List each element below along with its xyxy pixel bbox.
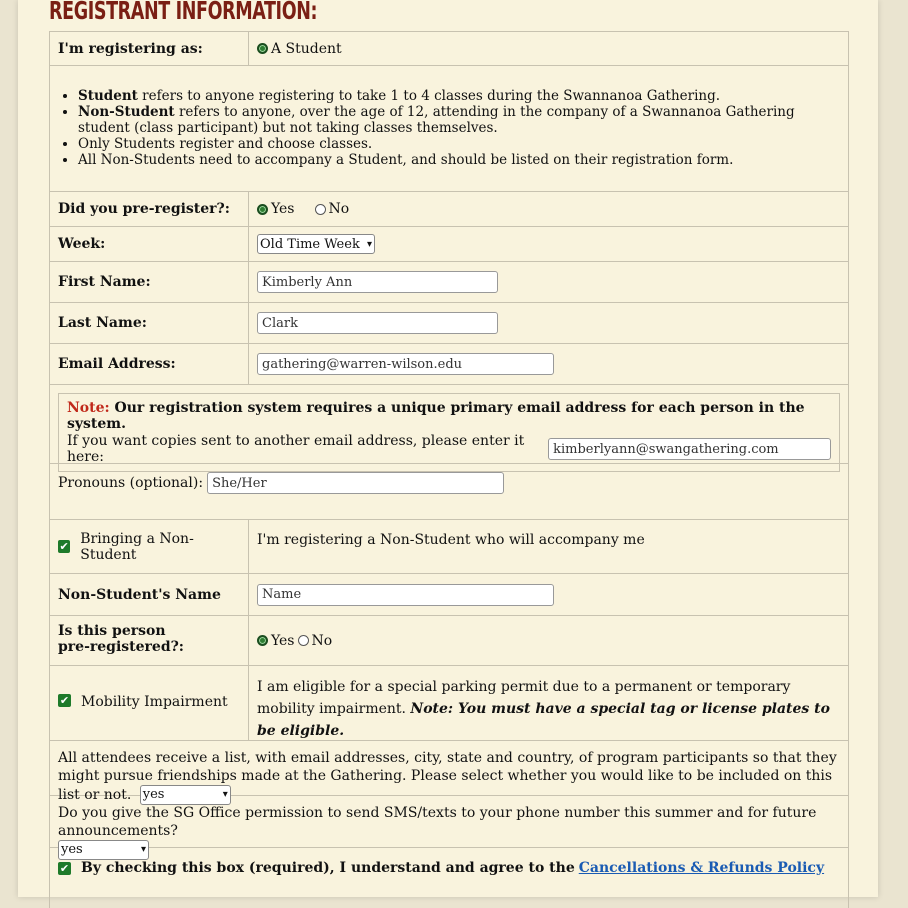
email-input[interactable] [257,353,554,375]
week-label: Week: [50,227,249,261]
copy-email-input[interactable] [548,438,831,460]
student-radio-label: A Student [271,40,342,57]
person-prereg-yes-label: Yes [271,632,295,649]
registrant-form [49,31,849,908]
agree-text: By checking this box (required), I understand and agree to the [81,860,575,876]
first-name-value [249,262,848,302]
note-container [50,385,848,463]
last-name-label: Last Name: [50,303,249,343]
mobility-desc: I am eligible for a special parking permit due to a permanent or temporary mobility impairment. [257,679,791,717]
registering-as-label: I'm registering as: [50,32,249,65]
preregister-yes-label: Yes [271,201,295,217]
non-student-name-value [249,574,848,615]
week-value [249,227,848,261]
attendee-list-text: All attendees receive a list, with email addresses, city, state and country, of program participants so that they might pursue friendships made at the Gathering. Please select whether you would like to be included on this list or not. [58,750,837,803]
mobility-desc-cell [249,666,848,740]
preregister-row [50,192,848,227]
email-row [50,344,848,385]
email-label: Email Address: [50,344,249,384]
week-selected-value: Old Time Week [260,236,360,252]
note-text: Our registration system requires a unique primary email address for each person in the system. [67,400,805,432]
mobility-row [50,666,848,741]
info-item: • Only Students register and choose classes. [78,136,840,152]
mobility-label-cell [50,666,249,740]
mobility-label: Mobility Impairment [81,694,228,710]
person-prereg-yes-radio[interactable] [257,635,268,646]
info-item: • All Non-Students need to accompany a Student, and should be listed on their registration form. [78,152,840,168]
page-container [18,0,878,897]
first-name-row [50,262,848,303]
non-student-name-input[interactable] [257,584,554,606]
non-student-row [50,520,848,574]
pronouns-input[interactable] [207,472,504,494]
info-row [50,66,848,192]
info-item: • Non-Student refers to anyone, over the age of 12, attending in the company of a Swannanoa Gathering student (class participant) but not taking classes themselves. [78,104,840,136]
mobility-note: Note: You must have a special tag or license plates to be eligible. [257,701,830,739]
info-item: • Student refers to anyone registering to take 1 to 4 classes during the Swannanoa Gathering. [78,88,840,104]
chevron-down-icon: ▾ [366,238,372,250]
preregister-no-label: No [328,201,350,217]
preregister-label: Did you pre-register?: [50,192,249,226]
week-row [50,227,848,262]
person-prereg-label [50,616,249,665]
note-box [58,393,840,472]
sms-container [50,796,848,857]
person-prereg-value [249,616,848,665]
person-prereg-no-label: No [311,632,333,649]
pronouns-row [50,464,848,520]
non-student-label: Bringing a Non-Student [80,530,194,563]
preregister-value [249,192,848,226]
non-student-name-label: Non-Student's Name [50,574,249,615]
info-list [58,88,840,168]
non-student-label-cell [50,520,249,573]
note-row [50,385,848,464]
preregister-yes-radio[interactable] [257,204,268,215]
pronouns-container [50,464,848,519]
person-prereg-no-radio[interactable] [298,635,309,646]
sms-text: Do you give the SG Office permission to send SMS/texts to your phone number this summer and for future announcements? [58,805,817,839]
week-select[interactable] [257,234,375,254]
first-name-label: First Name: [50,262,249,302]
attendee-list-row [50,741,848,803]
section-heading: REGISTRANT INFORMATION: [49,0,318,25]
agree-checkbox[interactable]: ✔ [59,862,70,875]
mobility-checkbox[interactable]: ✔ [59,694,70,707]
info-box [50,66,848,191]
non-student-desc: I'm registering a Non-Student who will accompany me [257,532,645,548]
chevron-down-icon: ▾ [140,844,146,855]
agree-container [50,848,848,908]
non-student-checkbox[interactable]: ✔ [59,540,69,553]
person-prereg-label-line1: Is this person [58,622,166,639]
agree-row [50,848,848,908]
copy-email-label: If you want copies sent to another email address, please enter it here: [67,433,525,465]
preregister-no-radio[interactable] [315,204,326,215]
attendee-list-container [50,741,848,803]
last-name-row [50,303,848,344]
chevron-down-icon: ▾ [222,789,228,800]
attendee-list-selected: yes [142,787,165,802]
person-prereg-row [50,616,848,666]
student-radio[interactable] [257,43,268,54]
refund-policy-link[interactable]: Cancellations & Refunds Policy [578,860,825,876]
first-name-input[interactable] [257,271,498,293]
copy-email-line [67,433,831,465]
sms-selected: yes [61,842,83,857]
sms-row [50,796,848,857]
last-name-value [249,303,848,343]
registering-as-row [50,32,848,66]
person-prereg-label-line2: pre-registered?: [58,638,184,655]
pronouns-label: Pronouns (optional): [58,475,204,491]
note-heading [67,400,831,432]
non-student-name-row [50,574,848,616]
email-value [249,344,848,384]
registering-as-value [249,32,848,65]
note-prefix: Note: [67,400,110,416]
last-name-input[interactable] [257,312,498,334]
